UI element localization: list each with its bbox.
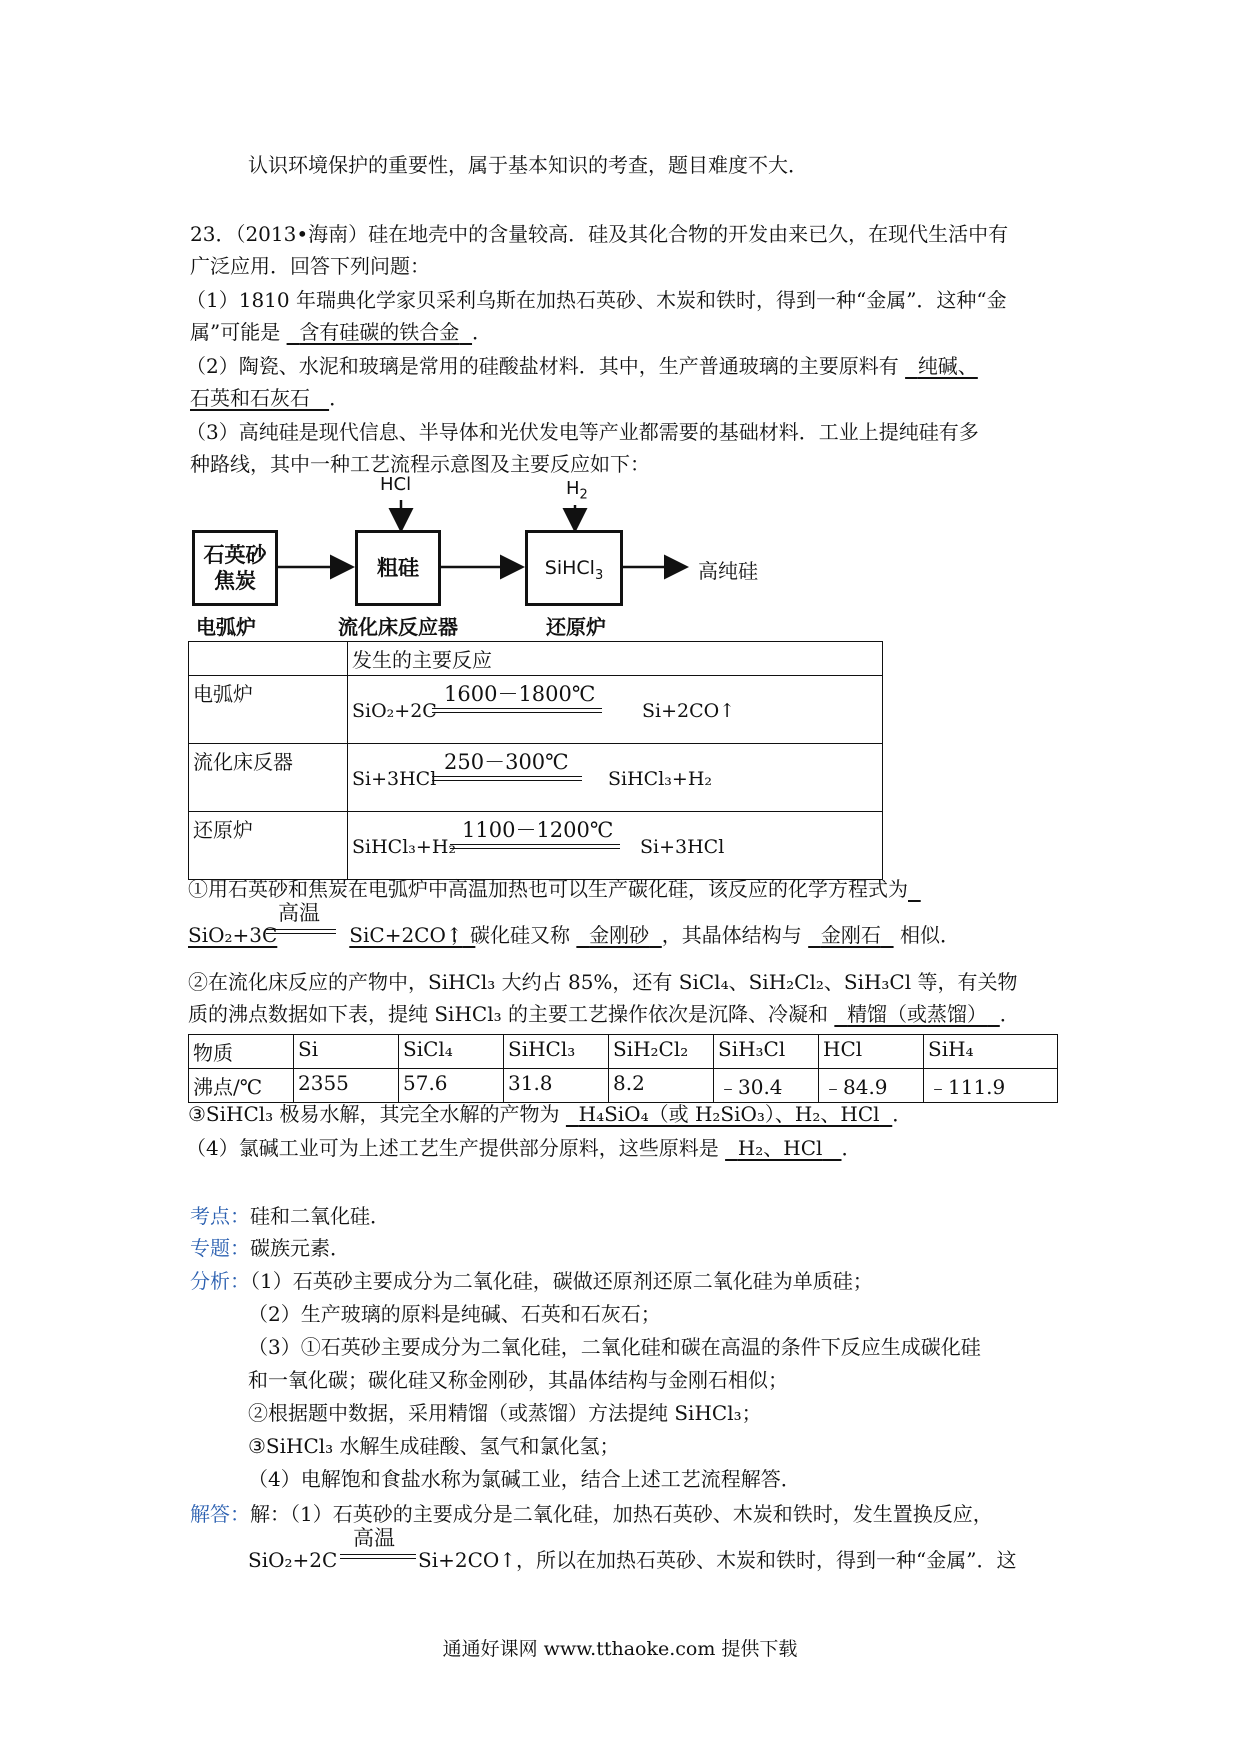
question-stem-line2: 广泛应用．回答下列问题：: [190, 254, 430, 278]
answer-q3: H₄SiO₄（或 H₂SiO₃）、H₂、HCl: [578, 1102, 880, 1126]
part4-line: （4）氯碱工业可为上述工艺生产提供部分原料，这些原料是 H₂、HCl ．: [186, 1136, 862, 1160]
reaction-row-name: 电弧炉: [189, 676, 348, 744]
table-row: [189, 744, 883, 812]
question-number: 23．: [190, 222, 236, 246]
jieda: 解答：解：（1）石英砂的主要成分是二氧化硅，加热石英砂、木炭和铁时，发生置换反应，: [190, 1502, 993, 1526]
part2-line2: 石英和石灰石 ．: [190, 386, 350, 410]
flow-box-sihcl3: SiHCl$_3$: [525, 530, 623, 606]
flow-box-raw-materials: 石英砂 焦炭: [192, 530, 278, 606]
part3-line2: 种路线，其中一种工艺流程示意图及主要反应如下：: [190, 452, 650, 476]
page-footer: 通通好课网 www.tthaoke.com 提供下载: [442, 1638, 798, 1660]
part1-line2: 属”可能是 含有硅碳的铁合金 ．: [190, 320, 493, 344]
part3-line1: （3）高纯硅是现代信息、半导体和光伏发电等产业都需要的基础材料．工业上提纯硅有多: [186, 420, 979, 444]
flow-input-h2: $H_2$: [566, 478, 588, 503]
jieda-line2: 高温 SiO₂+2C Si+2CO↑，所以在加热石英砂、木炭和铁时，得到一种“金属”．这: [248, 1526, 1017, 1572]
reaction-table-header: 发生的主要反应: [348, 642, 883, 676]
fenxi-line: 和一氧化碳；碳化硅又称金刚砂，其晶体结构与金刚石相似；: [248, 1368, 788, 1392]
zhuanti: 专题：碳族元素．: [190, 1236, 350, 1260]
answer-4: H₂、HCl: [737, 1136, 823, 1160]
subq2-line2: 质的沸点数据如下表，提纯 SiHCl₃ 的主要工艺操作依次是沉降、冷凝和 精馏（或蒸馏） ．: [188, 1002, 1020, 1026]
subq1-line1: ①用石英砂和焦炭在电弧炉中高温加热也可以生产碳化硅，该反应的化学方程式为: [188, 877, 908, 901]
table-row: 沸点/℃ 2355 57.6 31.8 8.2 ﹣30.4 ﹣84.9 ﹣111.9: [189, 1069, 1058, 1103]
subq3-line: ③SiHCl₃ 极易水解，其完全水解的产物为 H₄SiO₄（或 H₂SiO₃）、H₂、HCl ．: [188, 1102, 913, 1126]
jieda-label: 解答：: [190, 1502, 250, 1526]
reaction-table: [188, 641, 883, 880]
kaodian: 考点：硅和二氧化硅．: [190, 1204, 390, 1228]
flow-box-crude-silicon: 粗硅: [355, 530, 441, 606]
answer-q1-alias: 金刚砂: [589, 923, 650, 947]
answer-q2: 精馏（或蒸馏）: [847, 1002, 988, 1026]
reaction-row-name: 还原炉: [189, 812, 348, 880]
fenxi-label: 分析：: [190, 1269, 250, 1293]
reaction-row-name: 流化床反器: [189, 744, 348, 812]
intro-tail: 认识环境保护的重要性，属于基本知识的考查，题目难度不大．: [248, 153, 808, 177]
boiling-point-table: [188, 1034, 1058, 1103]
answer-2a: 纯碱、: [917, 354, 978, 378]
reaction-equation: 1100－1200℃ SiHCl₃+H₂ Si+3HCl: [352, 818, 725, 858]
jieda-eq-condition: 高温: [353, 1526, 395, 1550]
subq1-line2: 高温 SiO₂+3C SiC+2CO↑ ；碳化硅又称 金刚砂 ，其晶体结构与 金刚石 相似．: [188, 901, 960, 947]
fenxi-line: ③SiHCl₃ 水解生成硅酸、氢气和氯化氢；: [248, 1434, 620, 1458]
question-source: （2013•海南）: [235, 222, 369, 246]
answer-2b: 石英和石灰石: [190, 386, 310, 410]
flow-label-reduction-furnace: 还原炉: [546, 615, 606, 639]
answer-q1-equation: SiO₂+3C SiC+2CO↑: [188, 923, 463, 947]
flow-input-hcl: HCl: [380, 474, 412, 495]
table-row: [189, 812, 883, 880]
answer-q1-structure: 金刚石: [820, 923, 881, 947]
table-row: 物质 Si SiCl₄ SiHCl₃ SiH₂Cl₂ SiH₃Cl HCl SiH₄: [189, 1035, 1058, 1069]
fenxi-line: （4）电解饱和食盐水称为氯碱工业，结合上述工艺流程解答．: [248, 1467, 801, 1491]
flow-label-fluidized-bed: 流化床反应器: [338, 615, 458, 639]
zhuanti-label: 专题：: [190, 1236, 250, 1260]
fenxi-line: （2）生产玻璃的原料是纯碱、石英和石灰石；: [248, 1302, 661, 1326]
answer-1: 含有硅碳的铁合金: [299, 320, 460, 344]
flow-label-arc-furnace: 电弧炉: [196, 615, 256, 639]
kaodian-label: 考点：: [190, 1204, 250, 1228]
q1-eq-condition: 高温: [278, 901, 320, 925]
fenxi-line: ②根据题中数据，采用精馏（或蒸馏）方法提纯 SiHCl₃；: [248, 1401, 762, 1425]
question-stem-line1: 23．（2013•海南）硅在地壳中的含量较高．硅及其化合物的开发由来已久，在现代生活中有: [190, 222, 1009, 246]
fenxi-line: （3）①石英砂主要成分为二氧化硅，二氧化硅和碳在高温的条件下反应生成碳化硅: [248, 1335, 981, 1359]
part2-line1: （2）陶瓷、水泥和玻璃是常用的硅酸盐材料．其中，生产普通玻璃的主要原料有 纯碱、: [186, 354, 978, 378]
reaction-equation: 1600－1800℃ SiO₂+2C Si+2CO↑: [352, 682, 736, 722]
flow-product: 高纯硅: [698, 559, 758, 583]
part1-line1: （1）1810 年瑞典化学家贝采利乌斯在加热石英砂、木炭和铁时，得到一种“金属”．这种“金: [186, 288, 1007, 312]
reaction-equation: 250－300℃ Si+3HCl SiHCl₃+H₂: [352, 750, 712, 790]
table-row: [189, 676, 883, 744]
subq2-line1: ②在流化床反应的产物中，SiHCl₃ 大约占 85%，还有 SiCl₄、SiH₂Cl₂、SiH₃Cl 等，有关物: [188, 970, 1018, 994]
fenxi: 分析：（1）石英砂主要成分为二氧化硅，碳做还原剂还原二氧化硅为单质硅；: [190, 1269, 873, 1293]
